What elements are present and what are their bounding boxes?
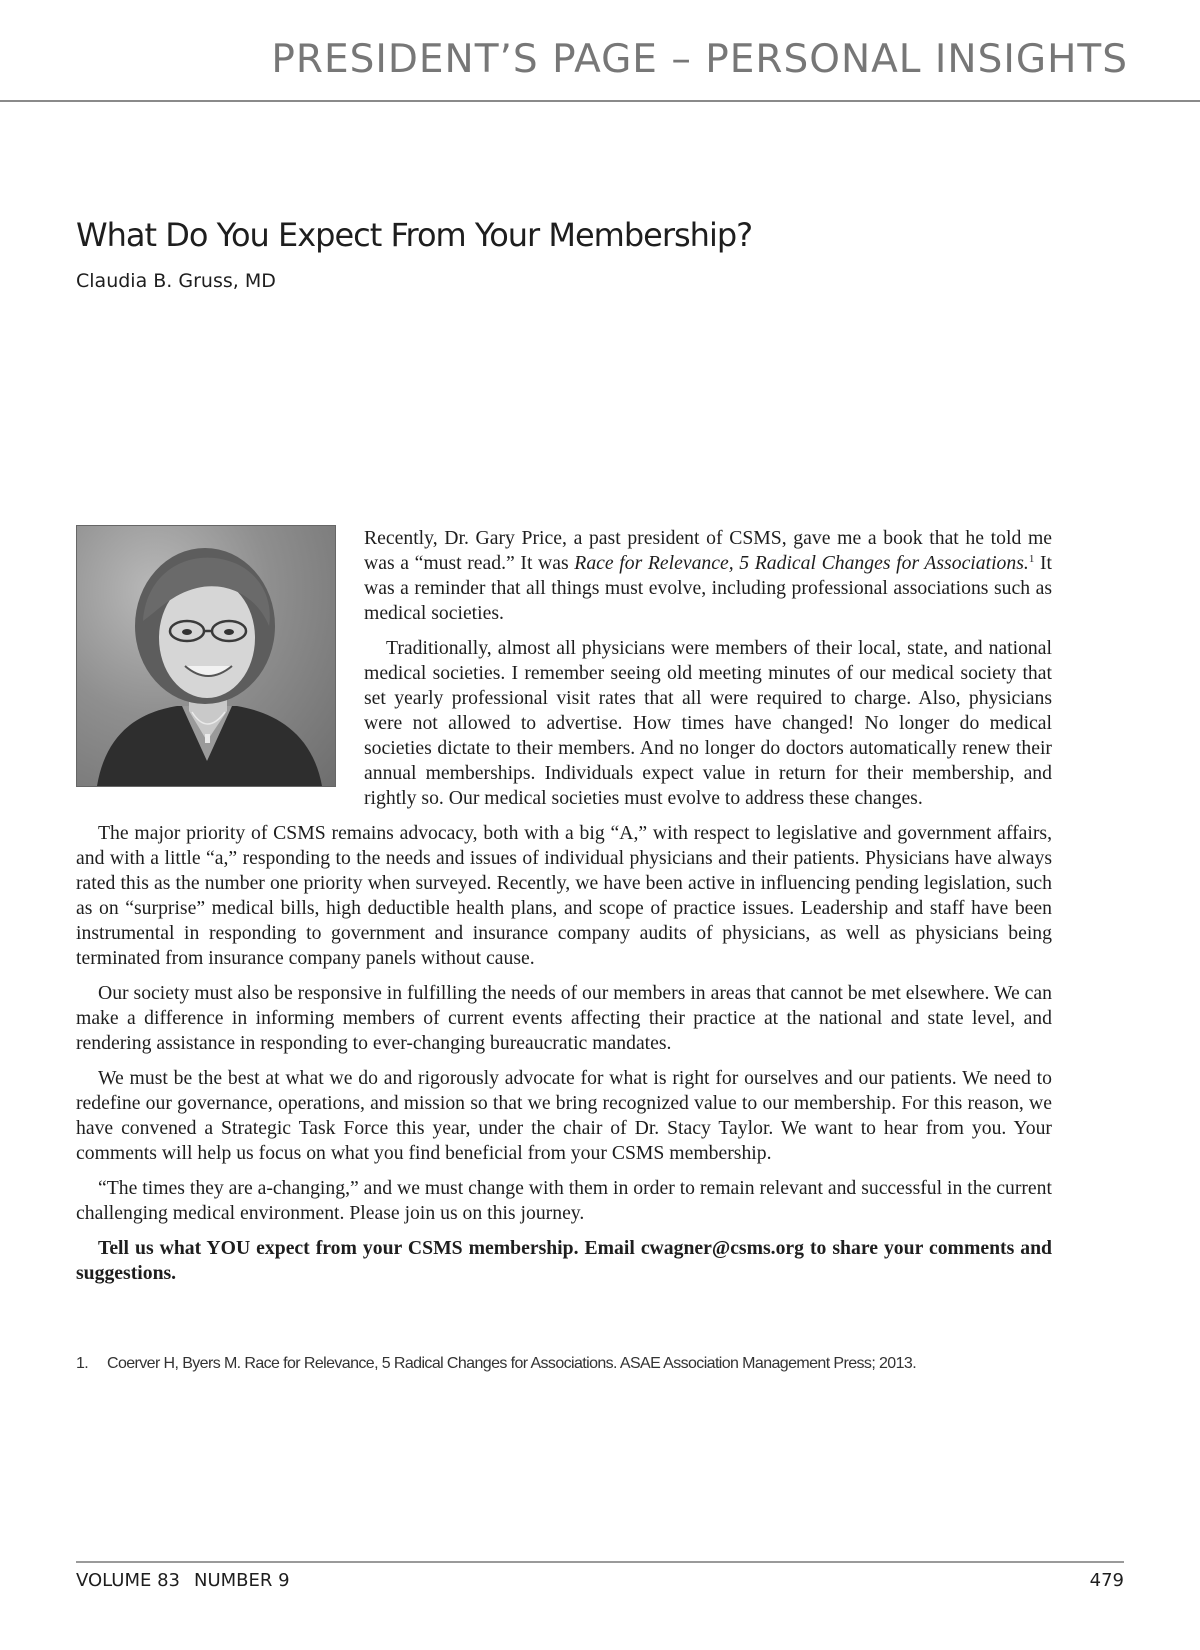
paragraph-4: Our society must also be responsive in fulfilling the needs of our members in areas that cannot be met elsewhere. We can make a difference in informing members of current events affecting their practice at the national and state level, and rendering assistance in responding to ever-changing bureaucratic mandates. <box>76 982 1052 1054</box>
reference-marker[interactable]: 1 <box>1028 553 1035 565</box>
footnote-number: 1. <box>76 1355 89 1372</box>
portrait-wrap-spacer <box>76 526 364 818</box>
page-number: 479 <box>1089 1570 1124 1591</box>
paragraph-3: The major priority of CSMS remains advocacy, both with a big “A,” with respect to legislative and government affairs, and with a little “a,” responding to the needs and issues of individual physicians and their patients. Physicians have always rated this as the number one priority when surveyed. Recently, we have been active in influencing pending legislation, such as on “surprise” medical bills, high deductible health plans, and scope of practice issues. Leadership and staff have been instrumental in responding to government and insurance company audits of physicians, as well as physicians being terminated from insurance company panels without cause. <box>76 822 1052 969</box>
paragraph-5: We must be the best at what we do and rigorously advocate for what is right for ourselves and our patients. We need to redefine our governance, operations, and mission so that we bring recognized value to our membership. For this reason, we have convened a Strategic Task Force this year, under the chair of Dr. Stacy Taylor. We want to hear from you. Your comments will help us focus on what you find beneficial from your CSMS membership. <box>76 1067 1052 1164</box>
footer-issue-info <box>76 1570 290 1591</box>
call-to-action: Tell us what YOU expect from your CSMS membership. Email cwagner@csms.org to share your comments and suggestions. <box>76 1237 1052 1284</box>
paragraph-1-text-a: Recently, Dr. Gary Price, a past president of CSMS, gave me a book that he told me was a “must read.” It was <box>364 527 1052 574</box>
book-title: Race for Relevance, 5 Radical Changes for Associations. <box>574 552 1029 574</box>
footnote <box>76 1355 1076 1373</box>
paragraph-1-text-b: It was a reminder that all things must evolve, including professional associations such as medical societies. <box>364 552 1052 624</box>
author-byline: Claudia B. Gruss, MD <box>76 270 276 292</box>
article-title: What Do You Expect From Your Membership? <box>76 216 753 254</box>
header-rule <box>0 100 1200 102</box>
footnote-text: Coerver H, Byers M. Race for Relevance, 5 Radical Changes for Associations. ASAE Association Management Press; 2013. <box>107 1355 917 1372</box>
footer-number: NUMBER 9 <box>194 1570 290 1591</box>
footer-volume: VOLUME 83 <box>76 1570 181 1591</box>
section-title: PRESIDENT’S PAGE – PERSONAL INSIGHTS <box>271 37 1128 82</box>
footer-rule <box>76 1561 1124 1563</box>
paragraph-6: “The times they are a-changing,” and we must change with them in order to remain relevant and successful in the current challenging medical environment. Please join us on this journey. <box>76 1177 1052 1224</box>
article-body <box>76 526 1052 1296</box>
paragraph-2: Traditionally, almost all physicians were members of their local, state, and national medical societies. I remember seeing old meeting minutes of our medical society that set yearly professional visit rates that all were required to charge. Also, physicians were not allowed to advertise. How times have changed! No longer do medical societies dictate to their members. And no longer do doctors automatically renew their annual memberships. Individuals expect value in return for their membership, and rightly so. Our medical societies must evolve to address these changes. <box>364 637 1052 809</box>
